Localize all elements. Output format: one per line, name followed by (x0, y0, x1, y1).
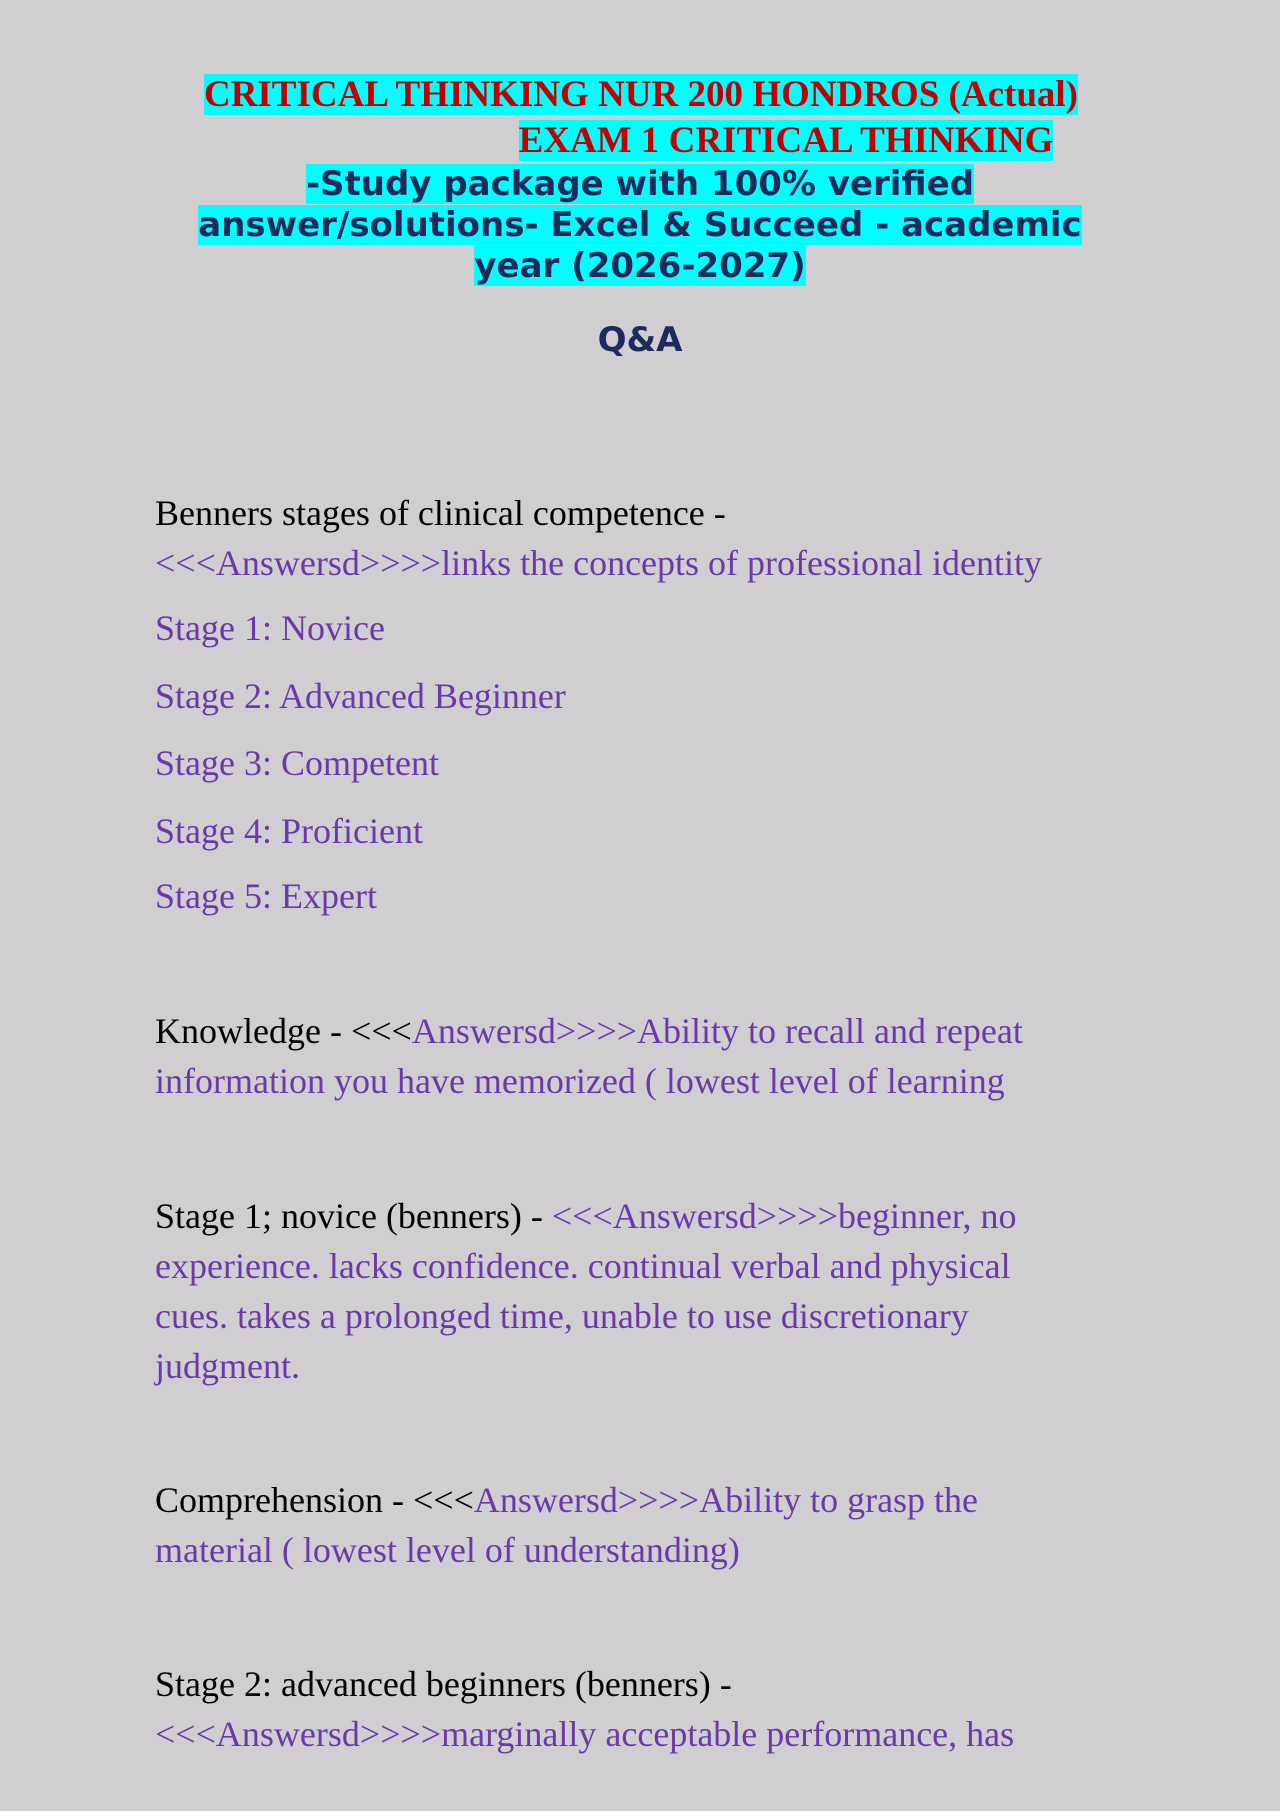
qa-entry-comprehension (155, 1475, 1155, 1575)
subtitle-line-3: year (2026-2027) (474, 246, 806, 286)
document-subtitle (0, 164, 1280, 287)
stage-list-item: Stage 2: Advanced Beginner (155, 676, 566, 716)
stage-list-item: Stage 3: Competent (155, 743, 439, 783)
question-text: Stage 1; novice (benners) - (155, 1196, 552, 1236)
stage-list-item: Stage 1: Novice (155, 608, 385, 648)
answer-text-continued: judgment. (155, 1346, 300, 1386)
question-text: Stage 2: advanced beginners (benners) - (155, 1664, 732, 1704)
qa-entry-benners-stages (155, 488, 1155, 588)
question-text: Benners stages of clinical competence - (155, 493, 726, 533)
answer-text-continued: information you have memorized ( lowest level of learning (155, 1061, 1005, 1101)
question-text: Comprehension - <<< (155, 1480, 474, 1520)
stage-list-item: Stage 5: Expert (155, 876, 377, 916)
subtitle-line-1: -Study package with 100% verified (305, 164, 975, 204)
answer-text-continued: cues. takes a prolonged time, unable to use discretionary (155, 1296, 969, 1336)
answer-text: <<<Answersd>>>>beginner, no (551, 1196, 1017, 1236)
answer-text: <<<Answersd>>>>marginally acceptable performance, has (155, 1714, 1015, 1754)
answer-text: <<<Answersd>>>>links the concepts of professional identity (155, 543, 1042, 583)
qa-entry-stage1-novice (155, 1191, 1155, 1391)
qa-entry-stage2-advanced-beginner (155, 1659, 1155, 1759)
title-line-2: EXAM 1 CRITICAL THINKING (518, 120, 1054, 161)
stage-list-item: Stage 4: Proficient (155, 811, 423, 851)
question-text: Knowledge - <<< (155, 1011, 412, 1051)
answer-text: Answersd>>>>Ability to recall and repeat (411, 1011, 1023, 1051)
qa-entry-knowledge (155, 1006, 1155, 1106)
title-line-1: CRITICAL THINKING NUR 200 HONDROS (Actual) (203, 74, 1079, 115)
qa-heading: Q&A (597, 320, 683, 360)
subtitle-line-2: answer/solutions- Excel & Succeed - academic (198, 205, 1082, 245)
answer-text: Answersd>>>>Ability to grasp the (473, 1480, 979, 1520)
answer-text-continued: experience. lacks confidence. continual verbal and physical (155, 1246, 1011, 1286)
answer-text-continued: material ( lowest level of understanding) (155, 1530, 740, 1570)
document-title (0, 72, 1280, 164)
